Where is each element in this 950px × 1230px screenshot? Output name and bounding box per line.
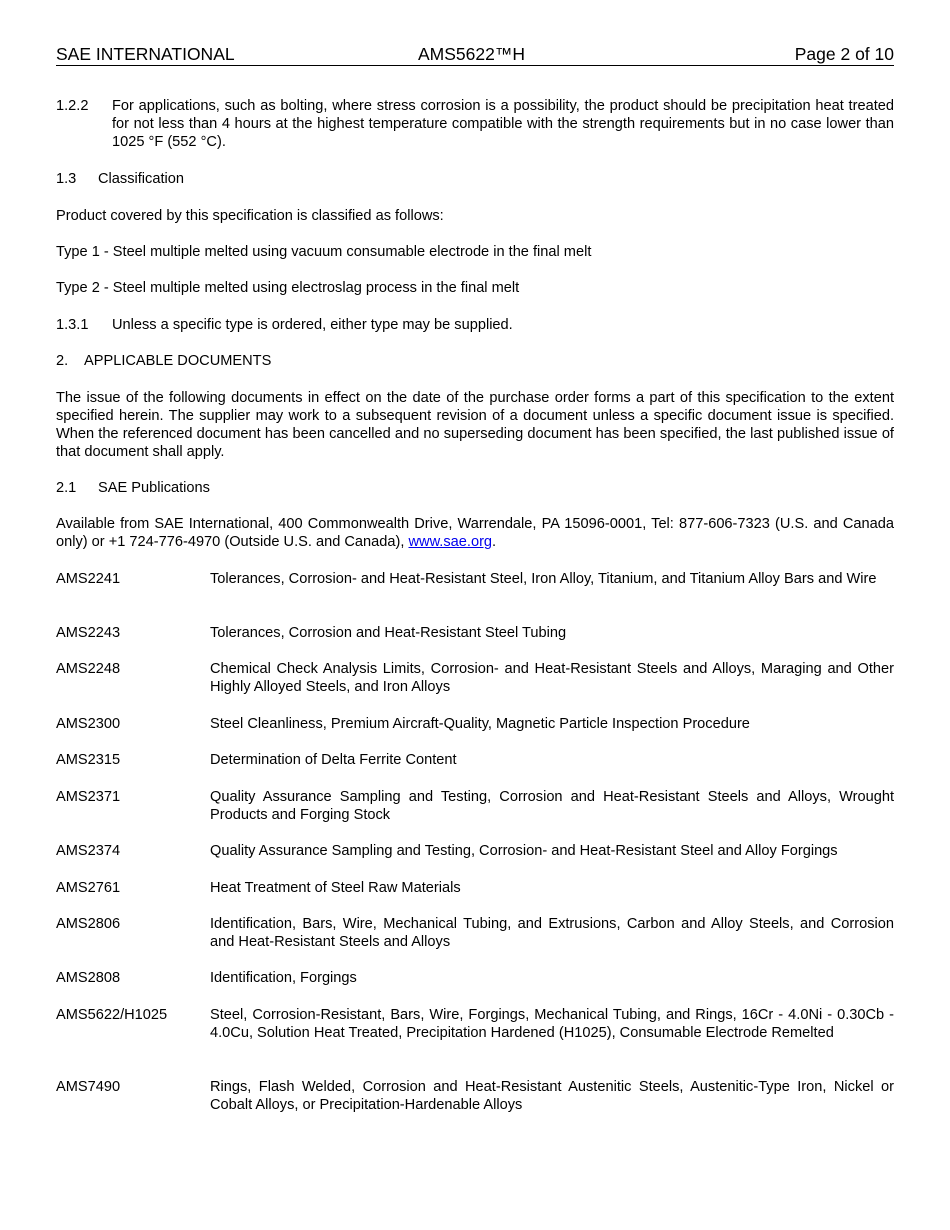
reference-title: Quality Assurance Sampling and Testing, Corrosion and Heat-Resistant Steels and Alloys, Wrought Products and Forging Stock: [210, 789, 894, 823]
reference-title: Identification, Bars, Wire, Mechanical Tubing, and Extrusions, Carbon and Alloy Steels, and Corrosion and Heat-Resistant Steels and Alloys: [210, 916, 894, 950]
paragraph-text: For applications, such as bolting, where stress corrosion is a possibility, the product should be precipitation heat treated for not less than 4 hours at the highest temperature compatible with the strength requirements but in no case lower than 1025 °F (552 °C).: [112, 98, 894, 150]
reference-item: [56, 660, 894, 696]
reference-code: AMS2808: [56, 970, 121, 986]
paragraph-text: Unless a specific type is ordered, either type may be supplied.: [112, 317, 513, 333]
reference-code: AMS2374: [56, 843, 121, 859]
reference-code: AMS2248: [56, 661, 121, 677]
section-title: SAE Publications: [98, 480, 210, 496]
reference-item: [56, 915, 894, 951]
header-page-number: Page 2 of 10: [794, 44, 894, 64]
paragraph-1-3-1: [56, 316, 894, 334]
reference-code: AMS2243: [56, 625, 121, 641]
reference-title: Chemical Check Analysis Limits, Corrosion- and Heat-Resistant Steels and Alloys, Maraging and Other Highly Alloyed Steels, and Iron Alloys: [210, 661, 894, 695]
section-number: 2.: [56, 353, 69, 369]
reference-item: [56, 969, 894, 987]
reference-title: Steel, Corrosion-Resistant, Bars, Wire, Forgings, Mechanical Tubing, and Rings, 16Cr - 4.0Ni - 0.30Cb - 4.0Cu, Solution Heat Treated, Precipitation Hardened (H1025), Consumable Electrode Remelted: [210, 1007, 894, 1041]
reference-item: [56, 1078, 894, 1114]
reference-code: AMS2761: [56, 880, 121, 896]
reference-title: Heat Treatment of Steel Raw Materials: [210, 880, 461, 896]
section-heading-2: [56, 352, 894, 370]
availability-text: Available from SAE International, 400 Commonwealth Drive, Warrendale, PA 15096-0001, Tel: 877-606-7323 (U.S. and Canada only) or +1 724-776-4970 (Outside U.S. and Canada),: [56, 516, 894, 550]
section-number: 1.3: [56, 171, 77, 187]
reference-title: Tolerances, Corrosion and Heat-Resistant Steel Tubing: [210, 625, 567, 641]
reference-item: [56, 879, 894, 897]
reference-item: [56, 751, 894, 769]
paragraph-number: 1.2.2: [56, 98, 89, 114]
paragraph-1-2-2: [56, 97, 894, 151]
section-heading-2-1: [56, 479, 894, 497]
applicable-documents-intro: The issue of the following documents in effect on the date of the purchase order forms a part of this specification to the extent specified herein. The supplier may work to a subsequent revision of a document unless a specific document issue is specified. When the referenced document has been cancelled and no superseding document has been specified, the last published issue of that document shall apply.: [56, 390, 894, 460]
header-doc-id: AMS5622™H: [418, 44, 525, 64]
reference-code: AMS2371: [56, 789, 121, 805]
type-1-definition: Type 1 - Steel multiple melted using vacuum consumable electrode in the final melt: [56, 244, 592, 260]
reference-title: Determination of Delta Ferrite Content: [210, 752, 457, 768]
paragraph-number: 1.3.1: [56, 317, 89, 333]
type-2-definition: Type 2 - Steel multiple melted using electroslag process in the final melt: [56, 280, 520, 296]
sae-availability: [56, 515, 894, 551]
reference-code: AMS7490: [56, 1079, 121, 1095]
reference-title: Quality Assurance Sampling and Testing, Corrosion- and Heat-Resistant Steel and Alloy Forgings: [210, 843, 838, 859]
reference-code: AMS2241: [56, 571, 121, 587]
reference-item: [56, 842, 894, 860]
reference-code: AMS2300: [56, 716, 121, 732]
reference-code: AMS2806: [56, 916, 121, 932]
reference-code: AMS2315: [56, 752, 121, 768]
section-title: Classification: [98, 171, 184, 187]
section-heading-1-3: [56, 170, 894, 188]
sae-website-link[interactable]: www.sae.org: [408, 534, 493, 550]
reference-title: Tolerances, Corrosion- and Heat-Resistant Steel, Iron Alloy, Titanium, and Titanium Alloy Bars and Wire: [210, 571, 877, 587]
section-number: 2.1: [56, 480, 77, 496]
section-title: APPLICABLE DOCUMENTS: [84, 353, 272, 369]
availability-end: .: [492, 534, 497, 550]
reference-title: Rings, Flash Welded, Corrosion and Heat-Resistant Austenitic Steels, Austenitic-Type Iron, Nickel or Cobalt Alloys, or Precipitation-Hardenable Alloys: [210, 1079, 894, 1113]
reference-item: [56, 788, 894, 824]
page-header: [56, 44, 894, 66]
reference-item: [56, 1006, 894, 1042]
reference-title: Identification, Forgings: [210, 970, 357, 986]
reference-item: [56, 570, 894, 588]
header-org: SAE INTERNATIONAL: [56, 44, 235, 64]
reference-code: AMS5622/H1025: [56, 1007, 168, 1023]
reference-item: [56, 624, 894, 642]
reference-title: Steel Cleanliness, Premium Aircraft-Quality, Magnetic Particle Inspection Procedure: [210, 716, 750, 732]
reference-item: [56, 715, 894, 733]
classification-intro: Product covered by this specification is classified as follows:: [56, 208, 444, 224]
